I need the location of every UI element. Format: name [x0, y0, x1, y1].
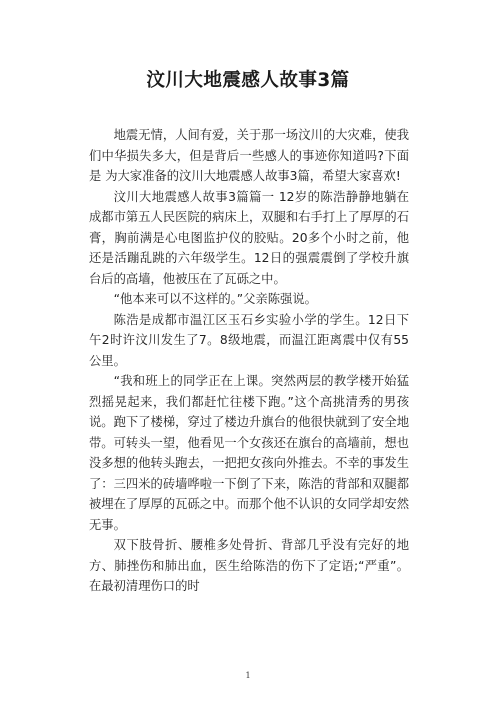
- document-body: [89, 125, 409, 597]
- paragraph: “我和班上的同学正在上课。突然两层的教学楼开始猛烈摇晃起来，我们都赶忙往楼下跑。”这个高挑清秀的男孩说。跑下了楼梯，穿过了楼边升旗台的他很快就到了安全地带。可转头一望，他看见一个女孩还在旗台的高墙前，想也没多想的他转头跑去，一把把女孩向外推去。不幸的事发生了：三四米的砖墙哗啦一下倒了下来，陈浩的背部和双腿都被埋在了厚厚的瓦砾之中。而那个他不认识的女同学却安然无事。: [89, 374, 409, 532]
- paragraph: “他本来可以不这样的。”父亲陈强说。: [113, 292, 317, 306]
- paragraph: 陈浩是成都市温江区玉石乡实验小学的学生。12日下午2时许汶川发生了7。8级地震，而温江距离震中仅有55公里。: [89, 312, 409, 368]
- paragraph: 双下肢骨折、腰椎多处骨折、背部几乎没有完好的地方、肺挫伤和肺出血，医生给陈浩的伤下了定语;“严重”。在最初清理伤口的时: [89, 538, 409, 593]
- paragraph: 汶川大地震感人故事3篇篇一 12岁的陈浩静静地躺在成都市第五人民医院的病床上，双腿和右手打上了厚厚的石膏，胸前满是心电图监护仪的胶贴。20多个小时之前，他还是活蹦乱跳的六年级学生。12日的强震震倒了学校升旗台后的高墙，他被压在了瓦砾之中。: [89, 189, 409, 286]
- page-title: 汶川大地震感人故事3篇: [146, 70, 350, 91]
- paragraph: 地震无情，人间有爱，关于那一场汶川的大灾难，使我们中华损失多大，但是背后一些感人的事迹你知道吗?下面是 为大家准备的汶川大地震感人故事3篇，希望大家喜欢!: [89, 128, 409, 183]
- page-number: 1: [245, 671, 251, 680]
